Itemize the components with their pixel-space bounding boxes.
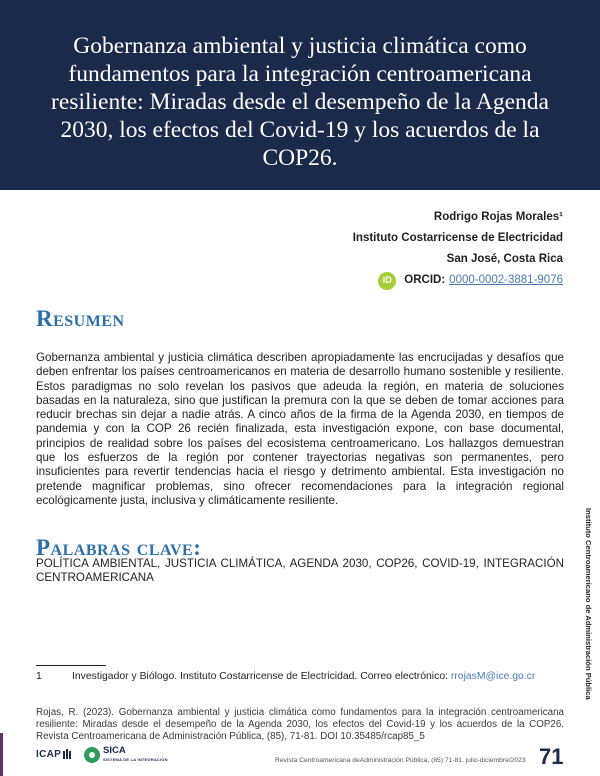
citation: Rojas, R. (2023). Gobernanza ambiental y justicia climática como fundamentos para la integración centroamericana resiliente: Miradas desde el desempeño de la Agenda 2030, los efectos del Covid-19 y los acuerdos de la COP26. Revista Centroamericana de Administración Pública, (85), 71-81. DOI 10.35485/rcap85_5 xyxy=(36,707,564,743)
left-accent-bar xyxy=(0,733,3,776)
footnote-email[interactable]: rrojasM@ice.go.cr xyxy=(450,671,536,682)
orcid-icon: iD xyxy=(378,272,396,290)
orcid-link[interactable]: 0000-0002-3881-9076 xyxy=(449,274,563,286)
author-location: San José, Costa Rica xyxy=(446,253,563,265)
keywords-text: POLÍTICA AMBIENTAL, JUSTICIA CLIMÁTICA, AGENDA 2030, COP26, COVID-19, INTEGRACIÓN CENTROAMERICANA xyxy=(36,557,564,584)
orcid-row xyxy=(353,270,563,291)
footer-journal-info: Revista Centroamericana deAdministración Pública, (85):71-81, julio-diciembre/2023 xyxy=(275,757,526,764)
footnote-text: Investigador y Biólogo. Instituto Costarricense de Electricidad. Correo electrónico: xyxy=(72,671,448,682)
footnote-number: 1 xyxy=(36,671,42,682)
sica-logo-subtext: SISTEMA DE LA INTEGRACIÓN xyxy=(103,757,168,762)
keywords-heading: Palabras clave: xyxy=(36,535,202,560)
article-title: Gobernanza ambiental y justicia climática como fundamentos para la integración centroamericana resiliente: Miradas desde el desempeño de la Agenda 2030, los efectos del Covid-19 y los acuerdos de la COP26. xyxy=(51,33,549,171)
icap-logo-icon xyxy=(62,748,72,760)
abstract-heading: Resumen xyxy=(36,306,125,331)
footnote xyxy=(36,670,564,683)
author-block xyxy=(353,207,563,291)
sica-logo xyxy=(84,746,168,764)
author-institution: Instituto Costarricense de Electricidad xyxy=(352,232,563,244)
abstract-text: Gobernanza ambiental y justicia climática describen apropiadamente las encrucijadas y desafíos que deben enfrentar los países centroamericanos en materia de desarrollo humano sostenible y resiliente. Estos paradigmas no solo revelan los pasivos que adeuda la región, en materia de soluciones basadas en la naturaleza, sino que justifican la premura con la que se deben de tomar acciones para reducir brechas sin dejar a nadie atrás. A cinco años de la firma de la Agenda 2030, en tiempos de pandemia y con la COP 26 recién finalizada, esta investigación expone, con base documental, principios de realidad sobre los países del ecosistema centroamericano. Los hallazgos demuestran que los esfuerzos de la región por contener trayectorias negativas son permanentes, pero insuficientes para revertir tendencias hacia el riesgo y detrimento ambiental. Esta investigación no pretende magnificar problemas, sino ofrecer recomendaciones para la integración regional ecológicamente justa, inclusiva y climáticamente resiliente. xyxy=(36,351,564,507)
icap-logo-text: ICAP xyxy=(36,748,62,760)
orcid-label: ORCID: xyxy=(404,274,446,286)
sica-logo-icon xyxy=(84,747,100,763)
page-number: 71 xyxy=(539,744,564,769)
icap-logo xyxy=(36,748,72,760)
author-name: Rodrigo Rojas Morales¹ xyxy=(433,211,563,223)
side-institution-text: Instituto Centroamericano de Administración Pública xyxy=(584,508,593,700)
title-banner xyxy=(0,0,600,190)
footnote-divider xyxy=(36,665,106,666)
sica-logo-text: SICA xyxy=(103,745,126,756)
